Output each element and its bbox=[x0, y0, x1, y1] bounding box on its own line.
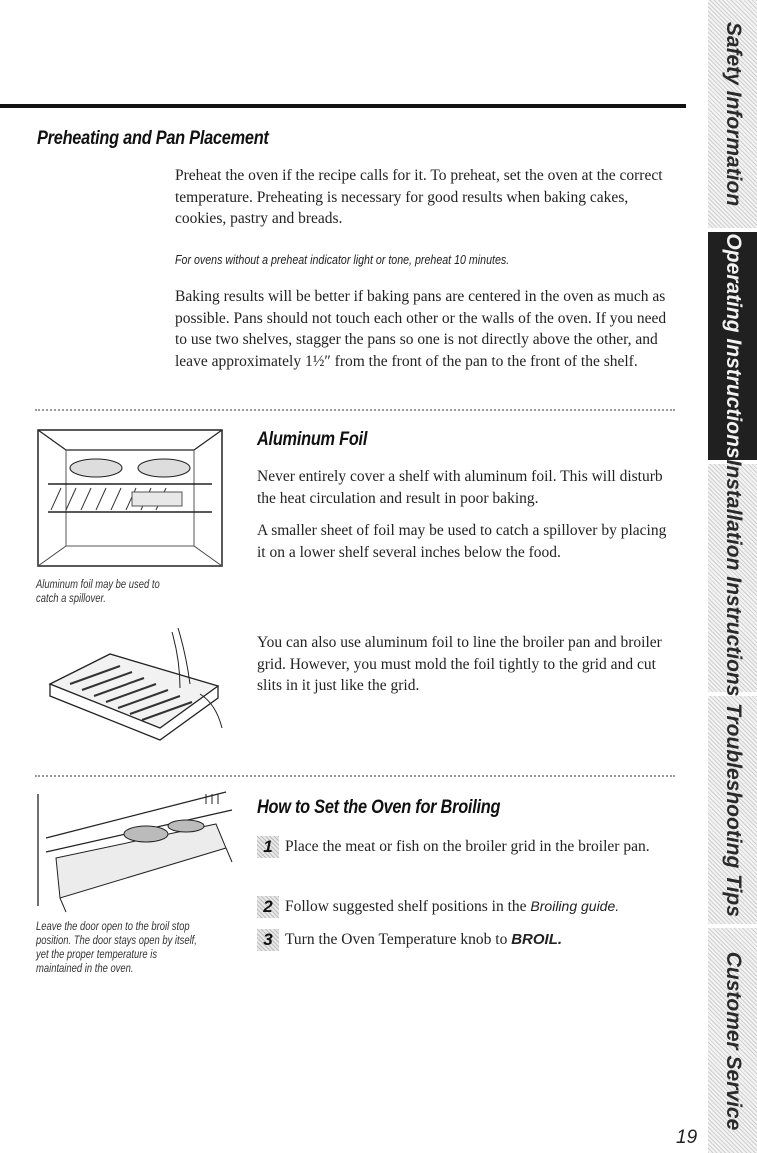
foil-paragraph-1: Never entirely cover a shelf with aluminum foil. This will disturb the heat circulation and result in poor baking. bbox=[257, 468, 663, 507]
broil-step-text bbox=[285, 896, 619, 918]
broil-caption bbox=[36, 920, 197, 976]
broil-step-text bbox=[285, 929, 562, 951]
broil-step bbox=[257, 836, 677, 858]
broil-step-text: Place the meat or fish on the broiler grid in the broiler pan. bbox=[285, 838, 650, 855]
broil-caption-line: yet the proper temperature is bbox=[36, 949, 158, 961]
tab-operating-instructions[interactable] bbox=[708, 232, 757, 460]
foil-title: Aluminum Foil bbox=[257, 429, 368, 450]
step-number-badge: 2 bbox=[257, 896, 279, 918]
preheat-note: For ovens without a preheat indicator light or tone, preheat 10 minutes. bbox=[175, 252, 510, 267]
broil-caption-line: Leave the door open to the broil stop bbox=[36, 921, 190, 933]
broil-title: How to Set the Oven for Broiling bbox=[257, 797, 501, 818]
broil-caption-line: position. The door stays open by itself, bbox=[36, 935, 197, 947]
broil-door-illustration bbox=[36, 788, 236, 913]
foil-caption bbox=[36, 578, 160, 606]
tab-label: Troubleshooting Tips bbox=[721, 703, 745, 917]
section-tabs bbox=[708, 0, 757, 1153]
tab-installation-instructions[interactable] bbox=[708, 459, 757, 697]
broil-caption-line: maintained in the oven. bbox=[36, 963, 134, 975]
section-divider bbox=[35, 775, 675, 777]
oven-foil-illustration bbox=[36, 428, 224, 568]
tab-label: Customer Service bbox=[721, 951, 745, 1130]
broil-step bbox=[257, 929, 687, 951]
tab-troubleshooting-tips[interactable] bbox=[708, 696, 757, 924]
tab-label: Safety Information bbox=[721, 21, 745, 207]
broil-setting: BROIL. bbox=[511, 931, 563, 948]
preheat-paragraph-1: Preheat the oven if the recipe calls for it. To preheat, set the oven at the correct temperature. Preheating is necessary for good results when baking cakes, cookies, pastry and breads. bbox=[175, 167, 663, 227]
foil-paragraph-3: You can also use aluminum foil to line the broiler pan and broiler grid. However, you must mold the foil tightly to the grid and cut slits in it just like the grid. bbox=[257, 634, 662, 694]
top-rule bbox=[0, 104, 686, 108]
tab-safety-information[interactable] bbox=[708, 0, 757, 228]
preheat-title: Preheating and Pan Placement bbox=[37, 128, 269, 149]
foil-caption-line: Aluminum foil may be used to bbox=[36, 579, 160, 591]
preheat-paragraph-2: Baking results will be better if baking pans are centered in the oven as much as possible. Pans should not touch each other or the walls of the oven. If you need to use two shelves, stagger the pans so one is not directly above the other, and leave approximately 1½″ from the front of the pan to the front of the shelf. bbox=[175, 288, 667, 370]
section-divider bbox=[35, 409, 675, 411]
broil-step bbox=[257, 896, 687, 918]
page-number: 19 bbox=[676, 1127, 698, 1148]
step-number-badge: 1 bbox=[257, 836, 279, 858]
broil-step-text-main: Turn the Oven Temperature knob to bbox=[285, 931, 512, 948]
tab-customer-service[interactable] bbox=[708, 928, 757, 1153]
broiling-guide-reference: Broiling guide. bbox=[530, 898, 620, 914]
foil-caption-line: catch a spillover. bbox=[36, 593, 106, 605]
foil-paragraph-2: A smaller sheet of foil may be used to catch a spillover by placing it on a lower shelf several inches below the food. bbox=[257, 522, 667, 561]
tab-label: Operating Instructions bbox=[721, 233, 745, 459]
broiler-pan-illustration bbox=[40, 624, 225, 744]
step-number-badge: 3 bbox=[257, 929, 279, 951]
tab-label: Installation Instructions bbox=[721, 459, 745, 697]
broil-step-text-main: Follow suggested shelf positions in the bbox=[285, 898, 531, 915]
